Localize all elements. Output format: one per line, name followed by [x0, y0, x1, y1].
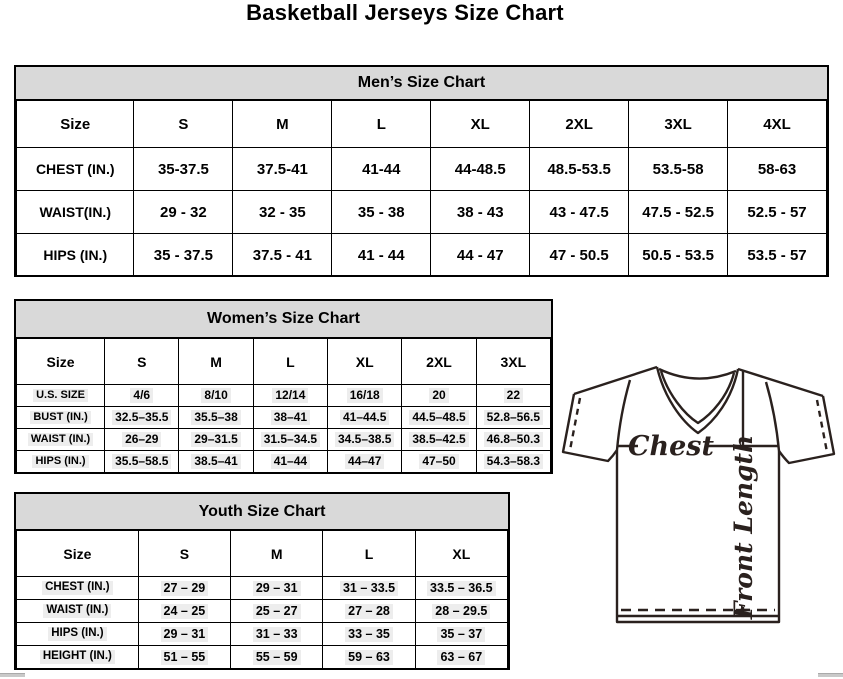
column-header: XL	[431, 101, 530, 148]
column-header: M	[179, 339, 253, 385]
table-row	[17, 577, 508, 600]
table-row	[17, 429, 551, 451]
size-value: 48.5-53.5	[547, 160, 611, 178]
size-value: 35 - 37.5	[153, 246, 214, 264]
size-value: 51 – 55	[161, 650, 209, 665]
column-header: Size	[17, 531, 139, 577]
size-value: 38.5–41	[191, 454, 240, 468]
size-value: 63 – 67	[437, 650, 485, 665]
size-value: 29 – 31	[161, 627, 209, 642]
size-value: 12/14	[272, 388, 308, 402]
left-sleeve	[563, 394, 617, 461]
size-value: 37.5 - 41	[252, 246, 312, 264]
size-value: 44.5–48.5	[409, 410, 468, 424]
size-value: 38 - 43	[456, 203, 504, 221]
size-value: 27 – 29	[161, 581, 209, 596]
column-header: Size	[17, 101, 134, 148]
table-row	[17, 148, 827, 191]
size-value: 26–29	[122, 432, 161, 446]
column-header: 3XL	[629, 101, 728, 148]
size-value: 52.8–56.5	[484, 410, 543, 424]
size-value: 53.5 - 57	[747, 246, 807, 264]
size-value: 33 – 35	[345, 627, 393, 642]
right-shoulder	[738, 369, 823, 396]
size-value: 35.5–38	[191, 410, 240, 424]
column-header: XL	[328, 339, 402, 385]
right-armhole-seam	[766, 382, 779, 451]
size-value: 29 – 31	[253, 581, 301, 596]
size-value: 31 – 33.5	[340, 581, 398, 596]
size-value: 44 - 47	[456, 246, 504, 264]
youth-size-chart-section	[14, 492, 510, 670]
column-header: S	[105, 339, 179, 385]
column-header: S	[138, 531, 230, 577]
left-shoulder	[574, 367, 657, 394]
size-value: 50.5 - 53.5	[642, 246, 714, 264]
column-header: S	[134, 101, 233, 148]
size-value: 59 – 63	[345, 650, 393, 665]
womens-chart-title: Women’s Size Chart	[16, 301, 551, 338]
womens-size-chart-section	[14, 299, 553, 474]
table-row	[17, 191, 827, 234]
size-value: 44-48.5	[454, 160, 506, 178]
size-value: 27 – 28	[345, 604, 393, 619]
size-value: 8/10	[201, 388, 230, 402]
row-label: HIPS (IN.)	[43, 247, 108, 263]
table-row	[17, 451, 551, 473]
row-label: WAIST (IN.)	[28, 433, 93, 446]
scrollbar-fragment-right[interactable]	[818, 673, 843, 677]
table-row	[17, 600, 508, 623]
size-value: 33.5 – 36.5	[427, 581, 496, 596]
size-value: 35 - 38	[357, 203, 405, 221]
table-row	[17, 234, 827, 277]
column-header: M	[233, 101, 332, 148]
jersey-diagram-svg	[560, 364, 843, 628]
row-label: HIPS (IN.)	[48, 627, 106, 641]
size-value: 25 – 27	[253, 604, 301, 619]
youth-size-table	[16, 530, 508, 669]
size-value: 29 - 32	[160, 203, 207, 221]
collar-opening	[659, 369, 736, 379]
size-value: 32 - 35	[258, 203, 306, 221]
column-header: L	[253, 339, 327, 385]
table-row	[17, 407, 551, 429]
size-value: 41-44	[362, 160, 401, 178]
table-row	[17, 623, 508, 646]
size-value: 20	[429, 388, 448, 402]
scrollbar-fragment-left[interactable]	[0, 673, 25, 677]
table-row	[17, 646, 508, 669]
size-value: 47.5 - 52.5	[642, 203, 714, 221]
row-label: HEIGHT (IN.)	[40, 650, 115, 664]
column-header: 3XL	[476, 339, 550, 385]
size-value: 35 – 37	[437, 627, 485, 642]
page-title: Basketball Jerseys Size Chart	[246, 0, 564, 25]
row-label: BUST (IN.)	[30, 411, 90, 424]
size-value: 43 - 47.5	[549, 203, 609, 221]
youth-chart-title: Youth Size Chart	[16, 494, 508, 530]
row-label: WAIST (IN.)	[43, 604, 111, 618]
size-value: 55 – 59	[253, 650, 301, 665]
size-value: 28 – 29.5	[432, 604, 490, 619]
size-value: 41–44	[271, 454, 310, 468]
size-value: 34.5–38.5	[335, 432, 394, 446]
header-row	[17, 531, 508, 577]
size-value: 53.5-58	[652, 160, 704, 178]
column-header: XL	[415, 531, 507, 577]
size-value: 16/18	[347, 388, 383, 402]
size-value: 47 - 50.5	[549, 246, 609, 264]
size-value: 46.8–50.3	[484, 432, 543, 446]
womens-size-table	[16, 338, 551, 473]
size-value: 38.5–42.5	[409, 432, 468, 446]
right-sleeve	[779, 396, 834, 463]
jersey-measurement-diagram	[560, 364, 843, 628]
size-value: 31 – 33	[253, 627, 301, 642]
row-label: U.S. SIZE	[33, 389, 88, 402]
size-value: 58-63	[757, 160, 797, 178]
header-row	[17, 339, 551, 385]
header-row	[17, 101, 827, 148]
mens-chart-title: Men’s Size Chart	[16, 67, 827, 100]
mens-size-table	[16, 100, 827, 277]
front-length-label: Front Length	[729, 434, 758, 620]
mens-size-chart-section	[14, 65, 829, 277]
size-value: 31.5–34.5	[261, 432, 320, 446]
row-label: WAIST(IN.)	[39, 204, 111, 220]
size-value: 54.3–58.3	[484, 454, 543, 468]
size-value: 24 – 25	[161, 604, 209, 619]
size-value: 41 - 44	[357, 246, 405, 264]
size-value: 32.5–35.5	[112, 410, 171, 424]
row-label: CHEST (IN.)	[42, 581, 113, 595]
table-row	[17, 385, 551, 407]
column-header: 2XL	[530, 101, 629, 148]
size-value: 35.5–58.5	[112, 454, 171, 468]
size-value: 22	[504, 388, 523, 402]
row-label: CHEST (IN.)	[35, 161, 115, 177]
size-value: 37.5-41	[256, 160, 308, 178]
size-value: 29–31.5	[191, 432, 240, 446]
column-header: 4XL	[728, 101, 827, 148]
size-value: 52.5 - 57	[747, 203, 807, 221]
row-label: HIPS (IN.)	[32, 455, 88, 468]
column-header: 2XL	[402, 339, 476, 385]
size-value: 41–44.5	[340, 410, 389, 424]
chest-label: Chest	[628, 431, 714, 462]
size-value: 38–41	[271, 410, 310, 424]
column-header: L	[323, 531, 415, 577]
size-value: 4/6	[130, 388, 153, 402]
size-value: 47–50	[419, 454, 458, 468]
column-header: Size	[17, 339, 105, 385]
column-header: M	[231, 531, 323, 577]
size-value: 35-37.5	[157, 160, 209, 178]
size-value: 44–47	[345, 454, 384, 468]
column-header: L	[332, 101, 431, 148]
